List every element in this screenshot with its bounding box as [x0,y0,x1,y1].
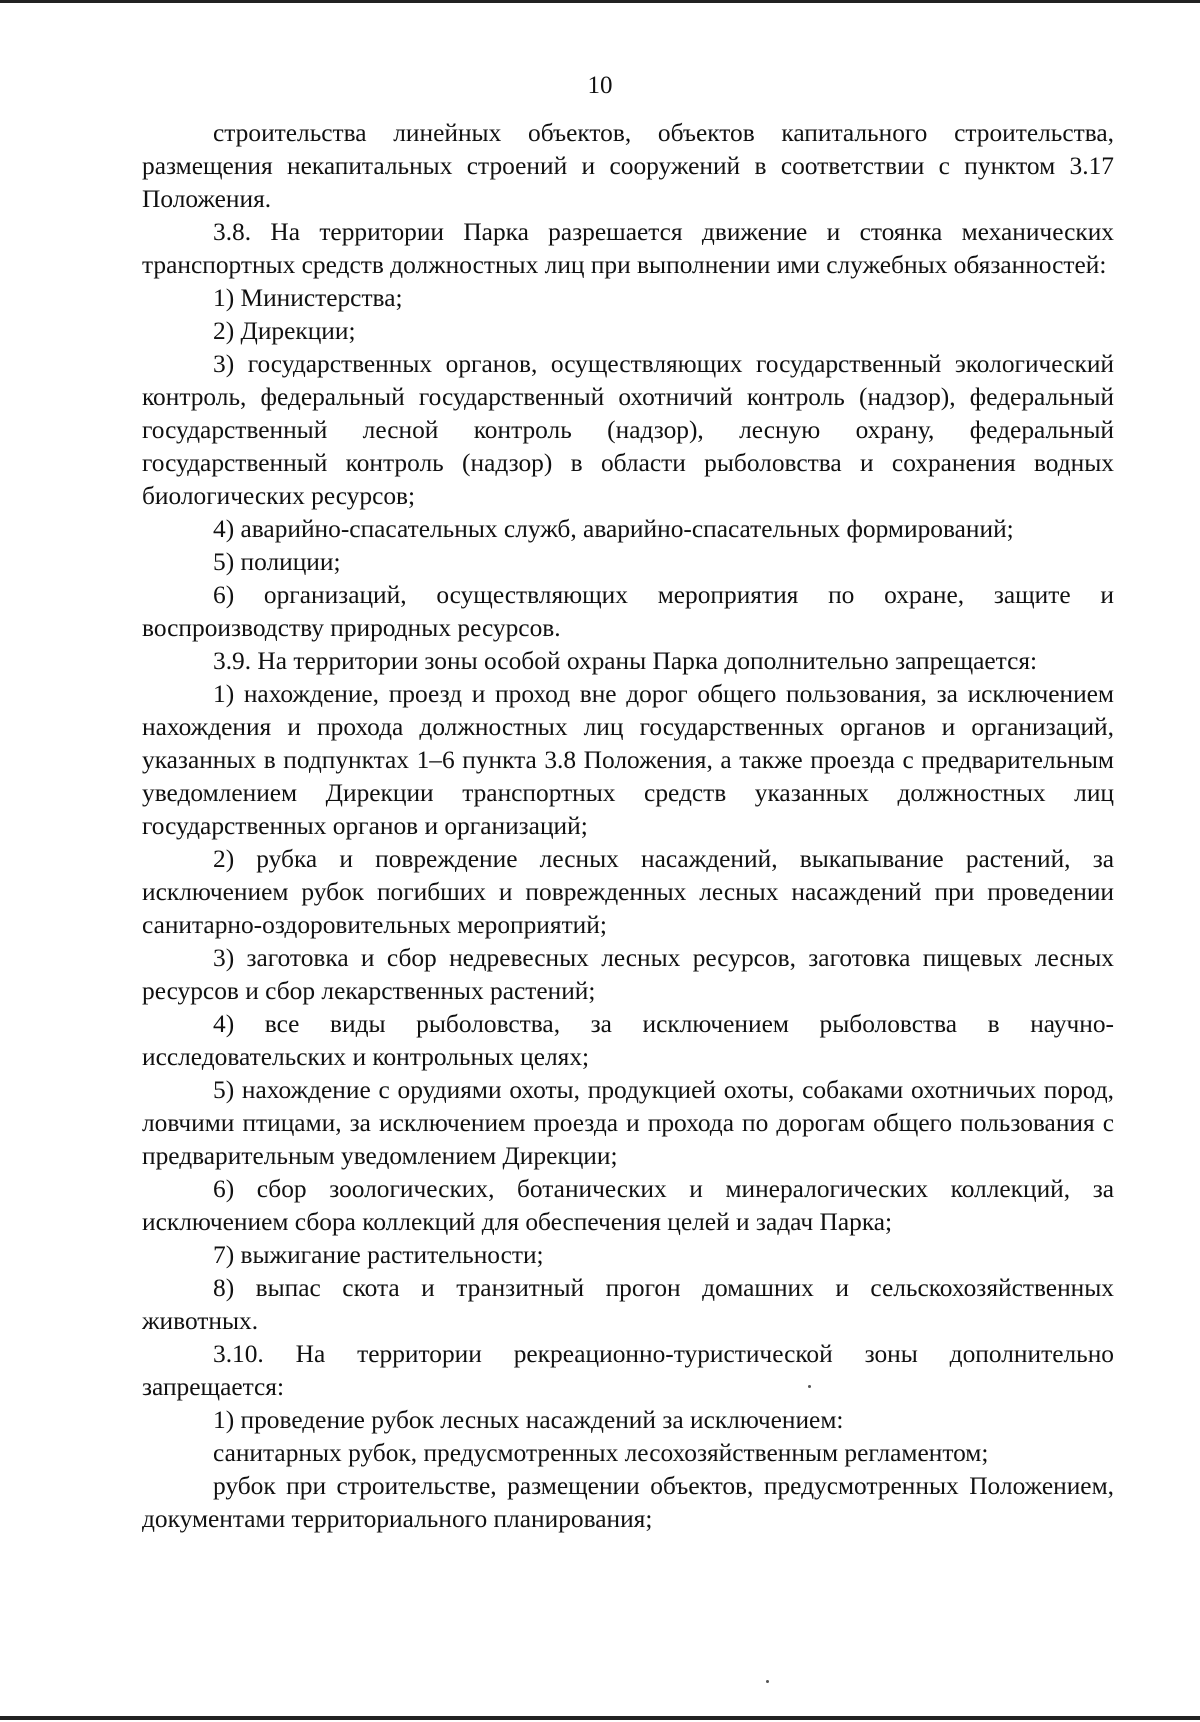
list-item-3-8-1: 1) Министерства; [213,284,403,312]
scan-bottom-edge [0,1716,1200,1720]
scan-top-edge [0,0,1200,3]
list-item-3-8-6: 6) организаций, осуществляющих мероприятия по охране, защите и воспроизводству природных ресурсов. [142,581,1114,642]
list-item-3-9-8: 8) выпас скота и транзитный прогон домашних и сельскохозяйственных животных. [142,1274,1114,1335]
list-item-3-9-3: 3) заготовка и сбор недревесных лесных ресурсов, заготовка пищевых лесных ресурсов и сбор лекарственных растений; [142,944,1114,1005]
list-item-3-9-7: 7) выжигание растительности; [213,1241,544,1269]
list-item-3-8-4: 4) аварийно-спасательных служб, аварийно-спасательных формирований; [213,515,1014,543]
paragraph-3-10: 3.10. На территории рекреационно-туристической зоны дополнительно запрещается: [142,1340,1114,1401]
list-item-3-9-5: 5) нахождение с орудиями охоты, продукцией охоты, собаками охотничьих пород, ловчими птицами, за исключением проезда и прохода по дорогам общего пользования с предварительным уведомлением Дирекции; [142,1076,1114,1170]
scan-speck [808,1385,811,1388]
list-item-3-9-1: 1) нахождение, проезд и проход вне дорог общего пользования, за исключением нахождения и прохода должностных лиц государственных органов и организаций, указанных в подпунктах 1–6 пункта 3.8 Положения, а также проезда с предварительным уведомлением Дирекции транспортных средств указанных должностных лиц государственных органов и организаций; [142,680,1114,840]
list-item-3-9-6: 6) сбор зоологических, ботанических и минералогических коллекций, за исключением сбора коллекций для обеспечения целей и задач Парка; [142,1175,1114,1236]
paragraph-continuation: строительства линейных объектов, объектов капитального строительства, размещения некапитальных строений и сооружений в соответствии с пунктом 3.17 Положения. [142,119,1114,213]
list-subitem-construction: рубок при строительстве, размещении объектов, предусмотренных Положением, документами территориального планирования; [142,1472,1114,1533]
list-item-3-9-2: 2) рубка и повреждение лесных насаждений, выкапывание растений, за исключением рубок погибших и поврежденных лесных насаждений при проведении санитарно-оздоровительных мероприятий; [142,845,1114,939]
document-body [142,117,1114,1536]
paragraph-3-9: 3.9. На территории зоны особой охраны Парка дополнительно запрещается: [213,647,1038,675]
list-subitem-sanitary: санитарных рубок, предусмотренных лесохозяйственным регламентом; [213,1439,989,1467]
list-item-3-10-1: 1) проведение рубок лесных насаждений за исключением: [213,1406,844,1434]
list-item-3-9-4: 4) все виды рыболовства, за исключением рыболовства в научно-исследовательских и контрольных целях; [142,1010,1114,1071]
scan-speck [766,1680,769,1683]
list-item-3-8-3: 3) государственных органов, осуществляющих государственный экологический контроль, федеральный государственный охотничий контроль (надзор), федеральный государственный лесной контроль (надзор), лесную охрану, федеральный государственный контроль (надзор) в области рыболовства и сохранения водных биологических ресурсов; [142,350,1114,510]
paragraph-3-8: 3.8. На территории Парка разрешается движение и стоянка механических транспортных средств должностных лиц при выполнении ими служебных обязанностей: [142,218,1114,279]
list-item-3-8-2: 2) Дирекции; [213,317,356,345]
list-item-3-8-5: 5) полиции; [213,548,341,576]
page-number: 10 [587,72,613,99]
